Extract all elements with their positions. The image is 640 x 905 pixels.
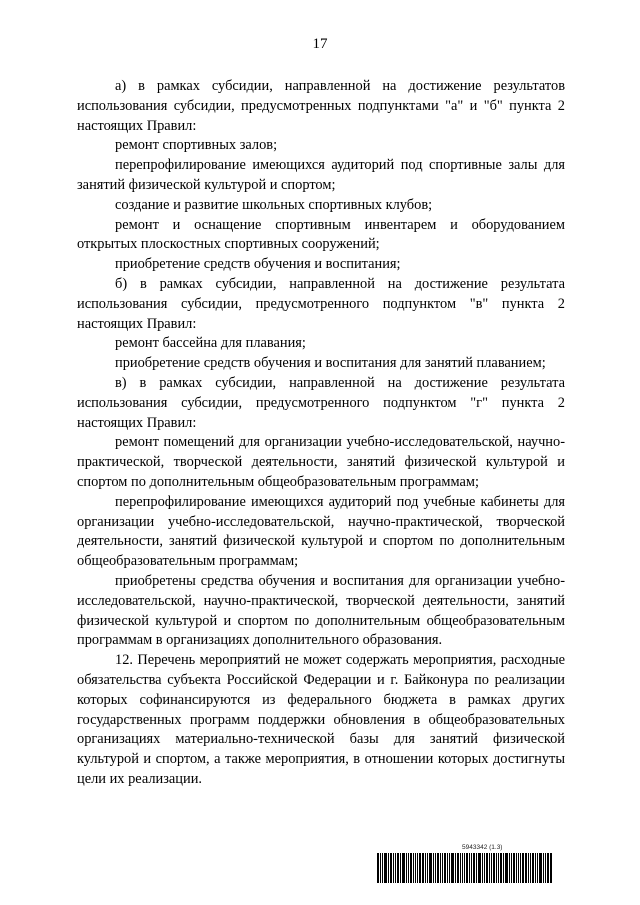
barcode-bar bbox=[464, 853, 465, 883]
barcode-bar bbox=[473, 853, 475, 883]
barcode-bar bbox=[491, 853, 492, 883]
barcode-bar bbox=[505, 853, 508, 883]
barcode-bar bbox=[449, 853, 450, 883]
paragraph-list-item: создание и развитие школьных спортивных клубов; bbox=[115, 196, 433, 213]
barcode-bar bbox=[482, 853, 483, 883]
barcode-bar bbox=[455, 853, 456, 883]
barcode-bar bbox=[413, 853, 414, 883]
barcode-bar bbox=[513, 853, 515, 883]
document-body bbox=[77, 77, 565, 790]
paragraph-list-item: ремонт помещений для организации учебно-исследовательской, научно-практической, творческой деятельности, занятий физической культурой и спортом по дополнительным общеобразовательным программам; bbox=[77, 434, 565, 490]
barcode-bar bbox=[433, 853, 434, 883]
barcode-bar bbox=[382, 853, 383, 883]
barcode-bar bbox=[417, 853, 418, 883]
paragraph-clause-12: 12. Перечень мероприятий не может содержать мероприятия, расходные обязательства субъекта Российской Федерации и г. Байконура по реализации которых софинансируются из федерального бюджета в рамках других государственных программ поддержки обновления в общеобразовательных организациях материально-технической базы для занятий физической культурой и спортом, а также мероприятия, в отношении которых достигнуты цели их реализации. bbox=[77, 652, 565, 787]
barcode-bar bbox=[498, 853, 499, 883]
barcode-bar bbox=[530, 853, 531, 883]
barcode-bar bbox=[518, 853, 519, 883]
paragraph-list-item: ремонт и оснащение спортивным инвентарем и оборудованием открытых плоскостных спортивных сооружений; bbox=[77, 216, 565, 253]
barcode-bar bbox=[486, 853, 488, 883]
barcode-bar bbox=[476, 853, 477, 883]
barcode-bar bbox=[543, 853, 544, 883]
barcode-bar bbox=[419, 853, 421, 883]
paragraph-list-item: ремонт бассейна для плавания; bbox=[115, 335, 306, 352]
barcode-bar bbox=[539, 853, 542, 883]
barcode-bar bbox=[440, 853, 441, 883]
barcode-bar bbox=[545, 853, 546, 883]
barcode-bar bbox=[503, 853, 504, 883]
barcode-bar bbox=[471, 853, 472, 883]
paragraph-subitem-a: а) в рамках субсидии, направленной на достижение результатов использования субсидии, предусмотренных подпунктами "а" и "б" пункта 2 настоящих Правил: bbox=[77, 78, 565, 134]
barcode-bar bbox=[415, 853, 416, 883]
barcode-bar bbox=[395, 853, 396, 883]
paragraph-list-item: перепрофилирование имеющихся аудиторий под спортивные залы для занятий физической культурой и спортом; bbox=[77, 157, 565, 193]
barcode-bar bbox=[393, 853, 394, 883]
barcode-bar bbox=[520, 853, 521, 883]
barcode-bar bbox=[532, 853, 534, 883]
paragraph-list-item: приобретены средства обучения и воспитания для организации учебно-исследовательской, научно-практической, творческой деятельности, занятий физической культурой и спортом по дополнительным общеобразовательным программам в организациях дополнительного образования. bbox=[77, 572, 565, 649]
barcode-bar bbox=[469, 853, 470, 883]
barcode-bar bbox=[410, 853, 412, 883]
barcode-bar bbox=[496, 853, 497, 883]
paragraph-subitem-b: б) в рамках субсидии, направленной на достижение результата использования субсидии, предусмотренного подпунктом "в" пункта 2 настоящих Правил: bbox=[77, 275, 565, 332]
barcode-bar bbox=[550, 853, 552, 883]
barcode-bar bbox=[380, 853, 381, 883]
barcode bbox=[377, 853, 569, 883]
barcode-bar bbox=[442, 853, 443, 883]
barcode-bar bbox=[537, 853, 538, 883]
barcode-bar bbox=[522, 853, 524, 883]
barcode-bar bbox=[478, 853, 481, 883]
document-code: 5943342 (1.3) bbox=[462, 844, 503, 851]
barcode-bar bbox=[484, 853, 485, 883]
barcode-bar bbox=[460, 853, 461, 883]
paragraph-list-item: перепрофилирование имеющихся аудиторий под учебные кабинеты для организации учебно-исследовательской, научно-практической, творческой деятельности, занятий физической культурой и спортом по дополнительным общеобразовательным программам; bbox=[77, 493, 565, 570]
paragraph-list-item: приобретение средств обучения и воспитания для занятий плаванием; bbox=[115, 355, 546, 372]
barcode-bar bbox=[535, 853, 536, 883]
barcode-bar bbox=[462, 853, 463, 883]
barcode-bar bbox=[451, 853, 454, 883]
barcode-bar bbox=[516, 853, 517, 883]
barcode-bar bbox=[466, 853, 468, 883]
barcode-bar bbox=[425, 853, 426, 883]
barcode-bar bbox=[384, 853, 387, 883]
barcode-bar bbox=[397, 853, 399, 883]
barcode-bar bbox=[525, 853, 527, 883]
barcode-bar bbox=[388, 853, 389, 883]
barcode-bar bbox=[429, 853, 432, 883]
barcode-bar bbox=[447, 853, 448, 883]
paragraph-subitem-v: в) в рамках субсидии, направленной на достижение результата использования субсидии, предусмотренного подпунктом "г" пункта 2 настоящих Правил: bbox=[77, 374, 565, 431]
barcode-bar bbox=[400, 853, 401, 883]
barcode-bar bbox=[406, 853, 407, 883]
page-number: 17 bbox=[312, 36, 328, 52]
barcode-bar bbox=[435, 853, 436, 883]
barcode-bar bbox=[427, 853, 428, 883]
barcode-bar bbox=[509, 853, 510, 883]
barcode-bar bbox=[493, 853, 495, 883]
paragraph-list-item: приобретение средств обучения и воспитания; bbox=[115, 256, 401, 273]
barcode-bar bbox=[444, 853, 446, 883]
barcode-bar bbox=[528, 853, 529, 883]
barcode-bar bbox=[390, 853, 392, 883]
barcode-bar bbox=[547, 853, 549, 883]
barcode-bar bbox=[437, 853, 439, 883]
barcode-bar bbox=[377, 853, 379, 883]
barcode-bar bbox=[402, 853, 405, 883]
barcode-bar bbox=[457, 853, 459, 883]
barcode-bar bbox=[511, 853, 512, 883]
barcode-bar bbox=[500, 853, 502, 883]
barcode-bar bbox=[408, 853, 409, 883]
barcode-bar bbox=[422, 853, 424, 883]
barcode-bar bbox=[489, 853, 490, 883]
paragraph-list-item: ремонт спортивных залов; bbox=[115, 137, 278, 154]
